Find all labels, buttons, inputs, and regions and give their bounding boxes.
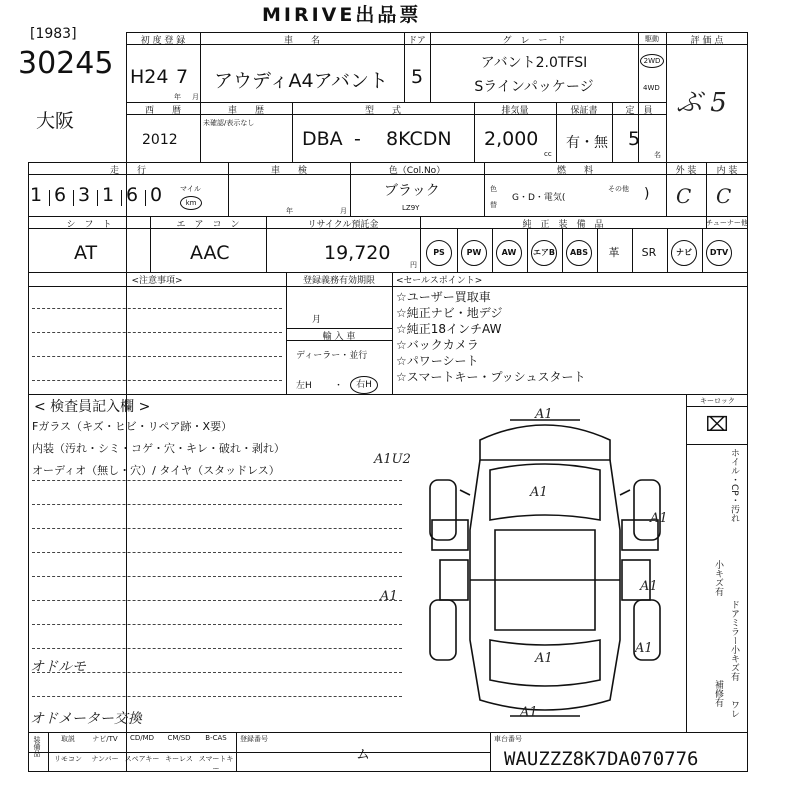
inspector-dashed-line xyxy=(32,648,402,649)
aircon-value: AAC xyxy=(190,242,230,264)
mark-a1u2: A1U2 xyxy=(374,452,411,467)
equipment-separator xyxy=(667,228,668,272)
model-code: 8KCDN xyxy=(386,128,452,150)
mileage-digit: 6 xyxy=(126,184,139,206)
header-doors: ドア xyxy=(408,36,426,46)
header-grade: グ レ ー ド xyxy=(502,36,566,46)
color-code: LZ9Y xyxy=(402,204,420,212)
equipment-label: スペアキー xyxy=(124,755,160,763)
sales-points-list xyxy=(396,288,736,392)
inspector-dashed-line xyxy=(32,576,402,577)
equipment-row xyxy=(422,238,748,268)
mark-8: A1 xyxy=(520,705,538,720)
digit-separator xyxy=(121,190,122,206)
digit-separator xyxy=(97,190,98,206)
notes-dashed-line xyxy=(32,380,282,381)
inspector-dashed-line xyxy=(32,672,402,673)
equipment-item: AW xyxy=(496,240,522,266)
inspector-dashed-line xyxy=(32,480,402,481)
digit-separator xyxy=(73,190,74,206)
inspector-dashed-line xyxy=(32,696,402,697)
mileage-digit: 1 xyxy=(102,184,115,206)
equipment-item: PW xyxy=(461,240,487,266)
inspector-lined-area xyxy=(32,480,402,730)
right-note-2: 小キズ有 xyxy=(713,560,723,596)
right-note-3: ドアミラー小キズ有 xyxy=(729,600,739,681)
year-value: 2012 xyxy=(142,132,178,148)
notes-area xyxy=(32,290,282,390)
header-first-reg: 初 度 登 録 xyxy=(140,36,186,46)
capacity-value: 5 xyxy=(628,128,641,150)
equipment-item: エアB xyxy=(531,240,557,266)
equipment-label: B-CAS xyxy=(205,734,227,742)
equipment-item: 革 xyxy=(608,246,620,259)
hand-note-2: オドメーター交換 xyxy=(30,711,142,727)
mark-7: A1 xyxy=(535,651,553,666)
warranty-value: 有・無 xyxy=(566,135,608,151)
inspector-line: オーディオ（無し・穴）/ タイヤ（スタッドレス） xyxy=(32,464,280,477)
doors-value: 5 xyxy=(410,66,424,88)
inspector-dashed-line xyxy=(32,552,402,553)
equipment-separator xyxy=(632,228,633,272)
digit-separator xyxy=(145,190,146,206)
equipment-label: CD/MD xyxy=(129,734,155,742)
mark-5: A1 xyxy=(380,589,398,604)
plate-mark: ム xyxy=(356,747,370,763)
header-car-name: 車 名 xyxy=(283,36,320,46)
mark-4: A1 xyxy=(640,579,658,594)
displacement-value: 2,000 xyxy=(484,128,539,150)
bottom-side-label: 装備品 xyxy=(33,736,41,757)
equipment-label: キーレス xyxy=(165,755,193,763)
header-score: 評 価 点 xyxy=(690,36,724,46)
sales-point: ☆バックカメラ xyxy=(396,338,479,352)
sales-point: ☆純正ナビ・地デジ xyxy=(396,306,503,320)
equipment-separator xyxy=(492,228,493,272)
digit-separator xyxy=(49,190,50,206)
model-prefix: DBA xyxy=(302,128,343,150)
equipment-item: PS xyxy=(426,240,452,266)
sales-point: ☆スマートキー・プッシュスタート xyxy=(396,370,586,384)
equipment-separator xyxy=(457,228,458,272)
sales-point: ☆パワーシート xyxy=(396,354,479,368)
grade-line2: Sラインパッケージ xyxy=(474,79,594,95)
inspector-line: Fガラス（キズ・ヒビ・リペア跡・X要） xyxy=(32,420,233,433)
fuel-value: G・D・電気( xyxy=(512,193,566,203)
bottom-labels xyxy=(50,734,236,772)
shift-value: AT xyxy=(74,242,98,264)
interior-score: C xyxy=(716,184,732,208)
inspector-dashed-line xyxy=(32,600,402,601)
equipment-separator xyxy=(562,228,563,272)
equipment-separator xyxy=(527,228,528,272)
steering-right: 右H xyxy=(350,376,378,394)
equipment-label: CM/SD xyxy=(167,734,191,742)
km-label: km xyxy=(180,196,202,210)
location: 大阪 xyxy=(36,110,75,132)
steering-left: 左H xyxy=(296,381,312,391)
grade-line1: アバント2.0TFSI xyxy=(480,55,588,71)
history-note: 未確認/表示なし xyxy=(203,119,255,127)
sheet-title: MIRIVE出品票 xyxy=(262,4,422,26)
right-note-5: ワレ xyxy=(729,700,739,718)
mark-1: A1 xyxy=(535,407,553,422)
keyless-mark: ⌧ xyxy=(705,412,729,436)
mileage-digits xyxy=(30,184,180,210)
lot-bracket: [1983] xyxy=(30,26,77,42)
mileage-digit: 1 xyxy=(30,184,43,206)
right-note-1: ホイル・CP・汚れ xyxy=(729,448,739,523)
inspector-dashed-line xyxy=(32,624,402,625)
right-note-4: 補修有 xyxy=(713,680,723,707)
inspector-dashed-line xyxy=(32,504,402,505)
mark-2: A1 xyxy=(530,485,548,500)
color-value: ブラック xyxy=(384,183,440,199)
equipment-item: SR xyxy=(641,246,657,259)
header-drive: 駆動 xyxy=(645,35,659,43)
mileage-digit: 0 xyxy=(150,184,163,206)
hand-note-1: オドルモ xyxy=(30,659,86,675)
inspector-dashed-line xyxy=(32,528,402,529)
sales-point: ☆ユーザー買取車 xyxy=(396,290,491,304)
drive-4wd: 4WD xyxy=(643,84,660,92)
notes-dashed-line xyxy=(32,308,282,309)
equipment-item: ABS xyxy=(566,240,592,266)
notes-dashed-line xyxy=(32,332,282,333)
auction-sheet: MIRIVE出品票 [1983] 30245 大阪 初 度 登 録 車 名 ドア グ レ ー ド 駆動 評 価 点 H24 7 年 月 アウディA4アバント 5 アバント2.0TFSI Sラインパッケージ 2WD 4WD ぶ 5 西 暦 車 歴 型 式 排気量 保証書 定 員 2012 未確認/表示なし DBA - 8KCDN 2,000 cc 有・無 5 名 走 行 車 検 色（Col.No） 燃 料 外 装 内 装 1 6 3 1 6 0 マイル km 年 月 ブラック LZ9Y 色 替 G・D・電気( その他 ) C C シ フ ト エ ア コ ン リサイクル預託金 純 正 装 備 品 チューナー他 AT AAC 19,720 円 PS PW AW エアB ABS 革 SR ナビ DTV <注意事項> 登録義務有効期限 <セールスポイント> 月 輸 入 車 ディーラー・並行 左H ・ 右H ☆ユーザー買取車 ☆純正ナビ・地デジ ☆純正18インチAW ☆バックカメラ ☆パワーシート ☆スマートキー・プッシュスタート < 検査員記入欄 > キーロック ⌧ Fガラス（キズ・ヒビ・リペア跡・X要） 内装（汚れ・シミ・コゲ・穴・キレ・破れ・剥れ） オーディオ（無し・穴）/ タイヤ（スタッドレス） オドルモ オドメーター交換 ホイル・CP・汚れ 小キズ有 ドアミラー小キズ有 補修有 ワレ A1 A1 A1 A1 A1 A1 A1 A1 A1U2 装備品 取説 ナビ/TV CD/MD CM/SD B-CAS リモコン ナンバー スペアキー キーレス スマートキー 登録番号 ム 車台番号 WAUZZZ8K7DA070776 xyxy=(0,0,800,800)
chassis-number: WAUZZZ8K7DA070776 xyxy=(504,748,699,770)
inspector-line: 内装（汚れ・シミ・コゲ・穴・キレ・破れ・剥れ） xyxy=(32,442,285,455)
equipment-label: 取説 xyxy=(61,735,75,743)
mark-3: A1 xyxy=(650,511,668,526)
car-name: アウディA4アバント xyxy=(214,70,389,92)
mile-label: マイル xyxy=(180,185,201,193)
notes-dashed-line xyxy=(32,356,282,357)
equipment-item: DTV xyxy=(706,240,732,266)
first-reg-era: H24 xyxy=(130,66,169,88)
mileage-digit: 3 xyxy=(78,184,91,206)
equipment-label: リモコン xyxy=(54,755,82,763)
mileage-digit: 6 xyxy=(54,184,67,206)
exterior-score: C xyxy=(676,184,692,208)
first-reg-month: 7 xyxy=(176,66,189,88)
drive-2wd: 2WD xyxy=(640,54,664,68)
score-hand: ぶ 5 xyxy=(676,88,727,118)
mark-6: A1 xyxy=(635,641,653,656)
inspector-header: < 検査員記入欄 > xyxy=(34,399,151,415)
equipment-label: ナンバー xyxy=(91,755,119,763)
recycle-value: 19,720 xyxy=(324,242,391,264)
equipment-separator xyxy=(702,228,703,272)
sales-point: ☆純正18インチAW xyxy=(396,322,502,336)
equipment-label: スマートキー xyxy=(198,755,234,773)
equipment-label: ナビ/TV xyxy=(92,735,118,743)
lot-number: 30245 xyxy=(18,46,114,81)
equipment-item: ナビ xyxy=(671,240,697,266)
equipment-separator xyxy=(597,228,598,272)
dealer-value: ディーラー・並行 xyxy=(296,351,368,361)
